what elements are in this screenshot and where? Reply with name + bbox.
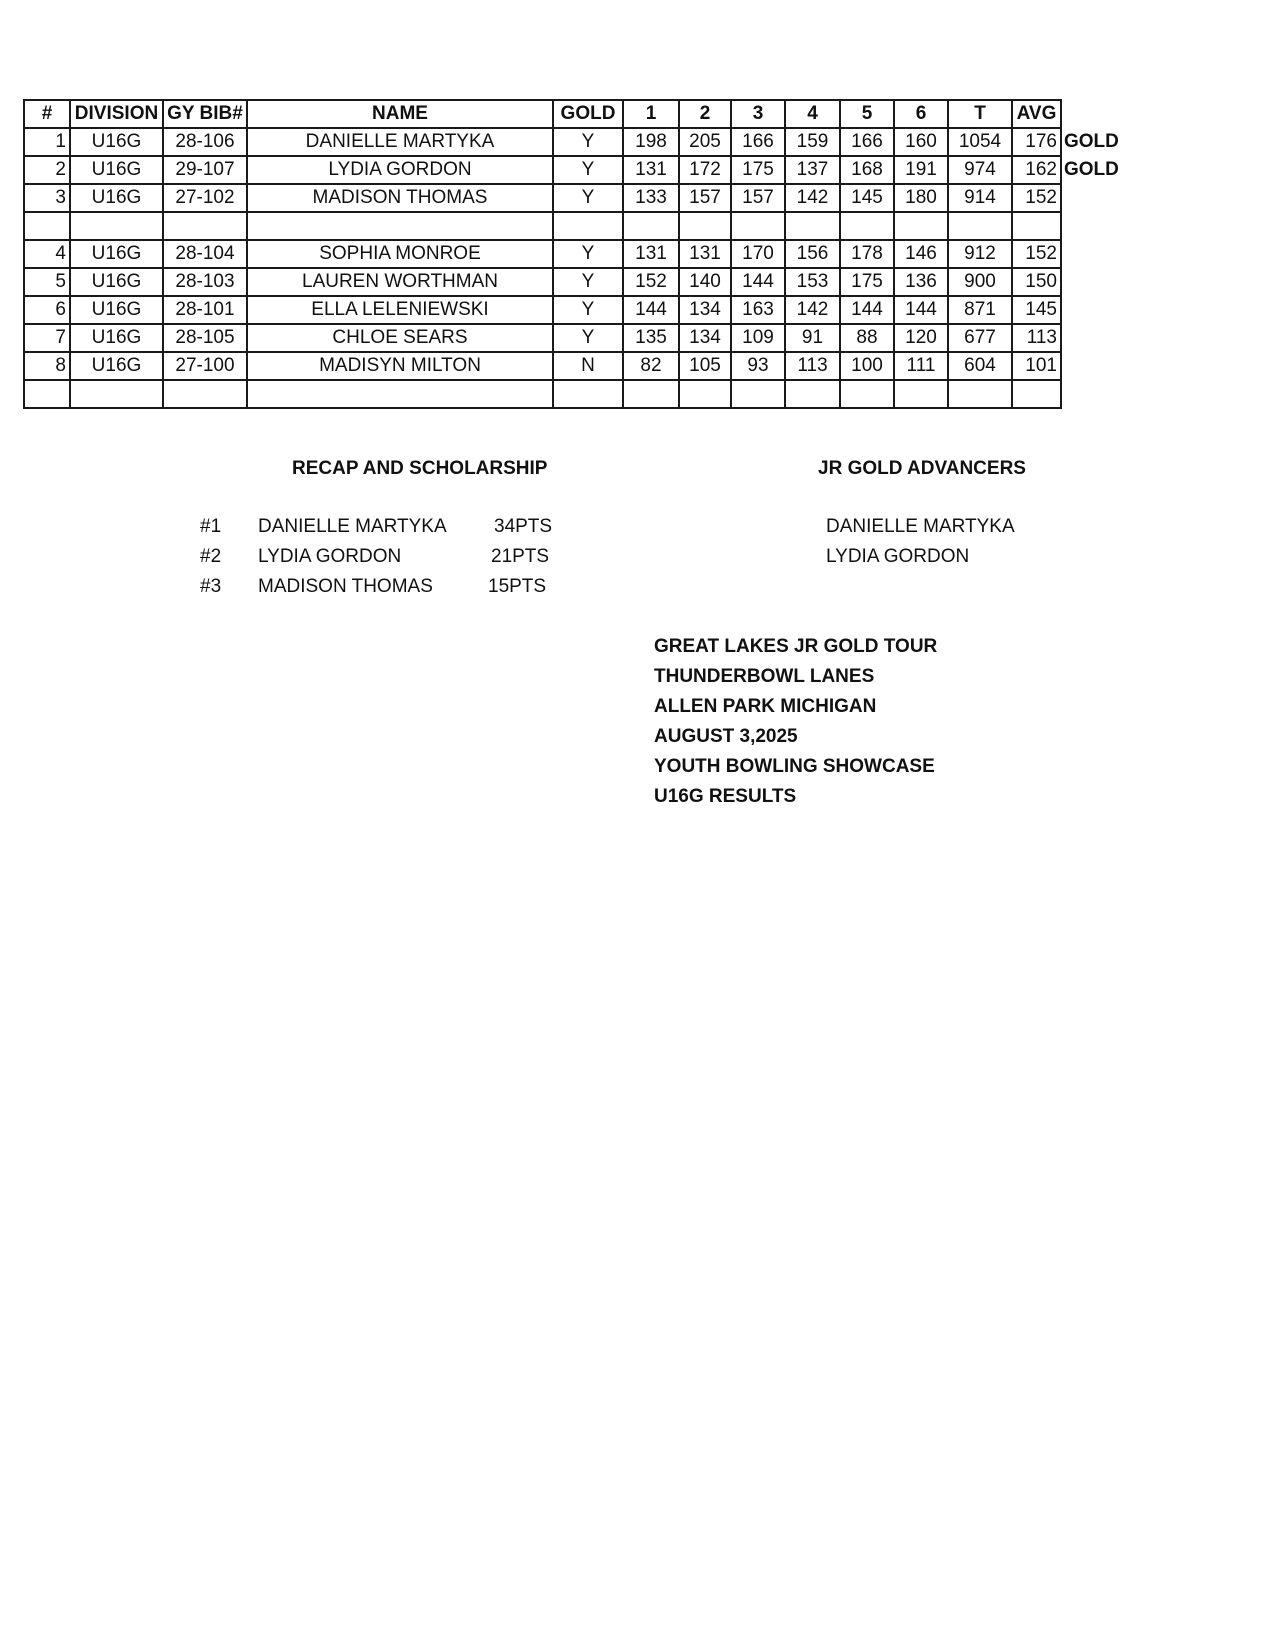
cell-rank-value: 3 <box>55 187 66 208</box>
table-row <box>24 296 1061 324</box>
cell-bib <box>163 184 247 212</box>
empty-cell <box>163 380 247 408</box>
header-division: DIVISION <box>70 100 163 128</box>
cell-game-2-value: 157 <box>689 187 721 208</box>
cell-division-value: U16G <box>91 299 142 320</box>
cell-average <box>1012 240 1061 268</box>
cell-game-4-value: 156 <box>796 243 829 264</box>
recap-name: LYDIA GORDON <box>258 546 402 567</box>
cell-game-5-value: 144 <box>851 299 883 320</box>
recap-rank: #2 <box>200 546 222 567</box>
cell-rank <box>24 128 70 156</box>
cell-bib <box>163 240 247 268</box>
cell-average-value: 101 <box>1025 355 1057 376</box>
cell-game-2-value: 172 <box>689 159 721 180</box>
cell-gold <box>553 128 623 156</box>
empty-cell <box>840 380 894 408</box>
cell-game-5-value: 88 <box>856 327 878 348</box>
cell-name-value: CHLOE SEARS <box>332 327 468 348</box>
advancers-heading: JR GOLD ADVANCERS <box>818 458 1026 479</box>
cell-game-5 <box>840 324 894 352</box>
cell-game-4 <box>785 156 840 184</box>
recap-heading: RECAP AND SCHOLARSHIP <box>292 458 548 479</box>
header-gold: GOLD <box>553 100 623 128</box>
table-row <box>24 268 1061 296</box>
cell-average <box>1012 156 1119 184</box>
cell-rank <box>24 268 70 296</box>
cell-game-2-value: 140 <box>689 271 721 292</box>
empty-cell <box>731 380 785 408</box>
cell-name <box>247 156 553 184</box>
cell-total <box>948 324 1012 352</box>
empty-cell <box>1012 212 1061 240</box>
advancer-name: DANIELLE MARTYKA <box>826 516 1015 537</box>
cell-game-4 <box>785 240 840 268</box>
cell-gold <box>553 324 623 352</box>
cell-bib <box>163 352 247 380</box>
cell-game-2-value: 131 <box>689 243 721 264</box>
cell-game-3-value: 93 <box>747 355 769 376</box>
recap-name: DANIELLE MARTYKA <box>258 516 447 537</box>
empty-cell <box>553 212 623 240</box>
cell-division <box>70 352 163 380</box>
cell-game-6-value: 146 <box>905 243 937 264</box>
cell-game-3-value: 175 <box>742 159 774 180</box>
cell-game-2 <box>679 184 731 212</box>
cell-bib-value: 27-100 <box>175 355 235 376</box>
cell-bib-value: 28-103 <box>175 271 235 292</box>
table-row <box>24 240 1061 268</box>
cell-gold <box>553 296 623 324</box>
cell-game-4 <box>785 184 840 212</box>
cell-game-4 <box>785 268 840 296</box>
cell-rank <box>24 324 70 352</box>
cell-bib <box>163 324 247 352</box>
cell-game-4-value: 91 <box>801 327 824 348</box>
cell-rank <box>24 156 70 184</box>
cell-game-1 <box>623 352 679 380</box>
cell-game-5-value: 168 <box>851 159 883 180</box>
cell-rank-value: 5 <box>55 271 66 292</box>
cell-gold-value: Y <box>581 243 595 264</box>
header-game-2: 2 <box>679 100 731 128</box>
cell-rank-value: 4 <box>55 243 66 264</box>
cell-division-value: U16G <box>91 243 142 264</box>
cell-division-value: U16G <box>91 355 142 376</box>
empty-cell <box>163 212 247 240</box>
event-results-label: U16G RESULTS <box>654 786 797 807</box>
cell-name-value: SOPHIA MONROE <box>319 243 481 264</box>
cell-game-1-value: 152 <box>635 271 667 292</box>
cell-game-6-value: 160 <box>905 131 937 152</box>
empty-cell <box>679 212 731 240</box>
cell-total <box>948 156 1012 184</box>
empty-cell <box>731 212 785 240</box>
cell-gold <box>553 240 623 268</box>
header-game-3: 3 <box>731 100 785 128</box>
cell-game-1-value: 135 <box>635 327 667 348</box>
cell-game-4-value: 113 <box>797 355 828 376</box>
cell-gold <box>553 156 623 184</box>
header-game-5: 5 <box>840 100 894 128</box>
empty-cell <box>553 380 623 408</box>
cell-game-6-value: 111 <box>906 355 936 376</box>
cell-name <box>247 184 553 212</box>
cell-name <box>247 128 553 156</box>
cell-game-3-value: 157 <box>742 187 774 208</box>
cell-total <box>948 268 1012 296</box>
cell-division-value: U16G <box>91 327 142 348</box>
cell-average-value: 152 <box>1025 187 1057 208</box>
cell-game-5-value: 175 <box>851 271 883 292</box>
header-rank: # <box>24 100 70 128</box>
empty-cell <box>948 212 1012 240</box>
cell-average-value: 145 <box>1025 299 1057 320</box>
cell-rank <box>24 240 70 268</box>
cell-game-6 <box>894 324 948 352</box>
recap-points: 15PTS <box>488 576 547 597</box>
cell-game-1 <box>623 268 679 296</box>
cell-game-6 <box>894 352 948 380</box>
cell-total-value: 677 <box>964 327 996 348</box>
cell-name-value: LYDIA GORDON <box>328 159 472 180</box>
cell-total <box>948 296 1012 324</box>
empty-cell <box>894 380 948 408</box>
header-name: NAME <box>247 100 553 128</box>
cell-name <box>247 268 553 296</box>
cell-average-value: 176 <box>1025 131 1057 152</box>
cell-total <box>948 184 1012 212</box>
cell-name <box>247 324 553 352</box>
cell-average <box>1012 352 1061 380</box>
empty-cell <box>840 212 894 240</box>
cell-game-6 <box>894 240 948 268</box>
cell-game-6 <box>894 128 948 156</box>
cell-game-6 <box>894 156 948 184</box>
empty-cell <box>70 380 163 408</box>
cell-game-1 <box>623 296 679 324</box>
recap-rank: #1 <box>200 516 222 537</box>
cell-average-value: 152 <box>1025 243 1057 264</box>
cell-total-value: 912 <box>964 243 996 264</box>
cell-total-value: 974 <box>964 159 996 180</box>
cell-game-3-value: 170 <box>742 243 774 264</box>
cell-bib-value: 27-102 <box>175 187 235 208</box>
cell-average <box>1012 296 1061 324</box>
cell-game-3-value: 144 <box>742 271 774 292</box>
advancer-name: LYDIA GORDON <box>826 546 970 567</box>
cell-division-value: U16G <box>91 187 142 208</box>
cell-bib <box>163 128 247 156</box>
table-row <box>24 324 1061 352</box>
cell-gold-value: Y <box>581 187 595 208</box>
cell-game-4 <box>785 128 840 156</box>
recap-points: 34PTS <box>494 516 553 537</box>
cell-total <box>948 352 1012 380</box>
cell-game-3-value: 166 <box>742 131 774 152</box>
cell-average-value: 113 <box>1026 327 1057 348</box>
cell-division-value: U16G <box>91 271 142 292</box>
cell-game-1 <box>623 184 679 212</box>
cell-name-value: MADISYN MILTON <box>319 355 481 376</box>
header-bib: GY BIB# <box>163 100 247 128</box>
event-tour-name: GREAT LAKES JR GOLD TOUR <box>654 636 938 657</box>
cell-name-value: LAUREN WORTHMAN <box>302 271 498 292</box>
cell-game-3 <box>731 296 785 324</box>
empty-cell <box>1012 380 1061 408</box>
cell-name-value: MADISON THOMAS <box>312 187 488 208</box>
empty-cell <box>247 212 553 240</box>
cell-bib <box>163 268 247 296</box>
cell-bib-value: 29-107 <box>175 159 235 180</box>
cell-game-4 <box>785 352 840 380</box>
cell-rank-value: 7 <box>55 327 66 348</box>
cell-game-6 <box>894 268 948 296</box>
table-row <box>24 184 1061 212</box>
cell-game-2 <box>679 128 731 156</box>
cell-game-3 <box>731 156 785 184</box>
recap-name: MADISON THOMAS <box>258 576 433 597</box>
cell-name <box>247 240 553 268</box>
cell-average <box>1012 324 1061 352</box>
cell-gold-value: N <box>581 355 595 376</box>
table-row <box>24 128 1061 156</box>
cell-game-2-value: 205 <box>689 131 721 152</box>
header-average: AVG <box>1012 100 1061 128</box>
cell-rank-value: 6 <box>55 299 66 320</box>
empty-cell <box>247 380 553 408</box>
cell-game-6-value: 180 <box>905 187 937 208</box>
empty-cell <box>24 212 70 240</box>
cell-game-4-value: 159 <box>796 131 829 152</box>
cell-total-value: 1054 <box>958 131 1002 152</box>
cell-game-4 <box>785 324 840 352</box>
cell-gold-value: Y <box>581 299 595 320</box>
event-date: AUGUST 3,2025 <box>654 726 798 747</box>
cell-division-value: U16G <box>91 159 142 180</box>
cell-name-value: DANIELLE MARTYKA <box>305 131 495 152</box>
header-total: T <box>948 100 1012 128</box>
cell-game-3-value: 163 <box>742 299 774 320</box>
cell-game-6-value: 191 <box>905 159 937 180</box>
table-row <box>24 156 1061 184</box>
cell-game-1 <box>623 240 679 268</box>
cell-game-3 <box>731 324 785 352</box>
cell-game-1 <box>623 324 679 352</box>
cell-game-5-value: 145 <box>851 187 883 208</box>
cell-rank <box>24 184 70 212</box>
cell-game-5-value: 178 <box>851 243 883 264</box>
empty-cell <box>785 380 840 408</box>
gold-qualifier-tag: GOLD <box>1064 131 1119 152</box>
cell-bib-value: 28-104 <box>175 243 235 264</box>
cell-name-value: ELLA LELENIEWSKI <box>311 299 489 320</box>
cell-gold <box>553 184 623 212</box>
cell-bib-value: 28-101 <box>175 299 235 320</box>
header-game-1: 1 <box>623 100 679 128</box>
empty-cell <box>70 212 163 240</box>
cell-gold-value: Y <box>581 159 595 180</box>
event-venue: THUNDERBOWL LANES <box>654 666 875 687</box>
cell-game-4-value: 153 <box>796 271 829 292</box>
empty-cell <box>24 380 70 408</box>
gold-qualifier-tag: GOLD <box>1064 159 1119 180</box>
cell-game-2-value: 134 <box>689 327 721 348</box>
cell-gold <box>553 268 623 296</box>
cell-average <box>1012 268 1061 296</box>
cell-game-4-value: 137 <box>796 159 829 180</box>
cell-total-value: 914 <box>964 187 996 208</box>
cell-game-3 <box>731 184 785 212</box>
cell-game-5-value: 166 <box>851 131 883 152</box>
cell-game-3 <box>731 352 785 380</box>
cell-division <box>70 156 163 184</box>
cell-game-1-value: 131 <box>635 159 667 180</box>
cell-game-3 <box>731 268 785 296</box>
cell-game-6-value: 144 <box>905 299 937 320</box>
cell-game-3 <box>731 128 785 156</box>
cell-game-2 <box>679 352 731 380</box>
cell-game-4 <box>785 296 840 324</box>
cell-gold-value: Y <box>581 327 595 348</box>
cell-rank-value: 2 <box>55 159 66 180</box>
empty-cell <box>785 212 840 240</box>
blank-row <box>24 212 1061 240</box>
empty-cell <box>623 380 679 408</box>
cell-game-4-value: 142 <box>796 299 829 320</box>
blank-row <box>24 380 1061 408</box>
cell-bib <box>163 156 247 184</box>
cell-game-1-value: 198 <box>635 131 667 152</box>
cell-average-value: 162 <box>1025 159 1057 180</box>
recap-points: 21PTS <box>491 546 550 567</box>
empty-cell <box>948 380 1012 408</box>
cell-division <box>70 128 163 156</box>
cell-game-6-value: 120 <box>905 327 937 348</box>
cell-game-2 <box>679 296 731 324</box>
header-game-4: 4 <box>785 100 840 128</box>
cell-game-1-value: 131 <box>635 243 667 264</box>
cell-gold-value: Y <box>581 271 595 292</box>
cell-game-1-value: 133 <box>635 187 667 208</box>
cell-name <box>247 296 553 324</box>
cell-game-1-value: 82 <box>640 355 662 376</box>
table-row <box>24 352 1061 380</box>
cell-game-2 <box>679 156 731 184</box>
event-title: YOUTH BOWLING SHOWCASE <box>654 756 935 777</box>
cell-total-value: 871 <box>964 299 996 320</box>
cell-game-4-value: 142 <box>796 187 829 208</box>
cell-game-5 <box>840 240 894 268</box>
cell-total <box>948 240 1012 268</box>
cell-name <box>247 352 553 380</box>
cell-game-5 <box>840 268 894 296</box>
results-table <box>23 99 1119 409</box>
cell-game-2 <box>679 240 731 268</box>
cell-rank-value: 1 <box>55 131 66 152</box>
cell-game-1 <box>623 128 679 156</box>
empty-cell <box>623 212 679 240</box>
cell-total-value: 604 <box>964 355 996 376</box>
recap-rank: #3 <box>200 576 222 597</box>
cell-division-value: U16G <box>91 131 142 152</box>
cell-game-5 <box>840 296 894 324</box>
cell-rank <box>24 352 70 380</box>
cell-game-5 <box>840 352 894 380</box>
cell-average-value: 150 <box>1025 271 1057 292</box>
cell-total <box>948 128 1012 156</box>
cell-game-2 <box>679 268 731 296</box>
cell-game-3-value: 109 <box>742 327 774 348</box>
cell-game-6 <box>894 296 948 324</box>
cell-game-2 <box>679 324 731 352</box>
cell-total-value: 900 <box>964 271 996 292</box>
empty-cell <box>679 380 731 408</box>
cell-average <box>1012 184 1061 212</box>
cell-game-1-value: 144 <box>635 299 667 320</box>
empty-cell <box>894 212 948 240</box>
cell-game-5 <box>840 184 894 212</box>
cell-division <box>70 268 163 296</box>
cell-game-2-value: 134 <box>689 299 721 320</box>
cell-game-1 <box>623 156 679 184</box>
cell-rank <box>24 296 70 324</box>
cell-game-5 <box>840 128 894 156</box>
cell-game-6-value: 136 <box>905 271 937 292</box>
cell-game-5 <box>840 156 894 184</box>
cell-game-6 <box>894 184 948 212</box>
cell-gold-value: Y <box>581 131 595 152</box>
cell-game-3 <box>731 240 785 268</box>
cell-rank-value: 8 <box>55 355 66 376</box>
cell-bib <box>163 296 247 324</box>
cell-division <box>70 184 163 212</box>
cell-bib-value: 28-106 <box>175 131 235 152</box>
cell-average <box>1012 128 1119 156</box>
header-game-6: 6 <box>894 100 948 128</box>
cell-bib-value: 28-105 <box>175 327 235 348</box>
cell-gold <box>553 352 623 380</box>
cell-division <box>70 324 163 352</box>
event-location: ALLEN PARK MICHIGAN <box>654 696 877 717</box>
cell-division <box>70 296 163 324</box>
cell-game-5-value: 100 <box>851 355 883 376</box>
table-header-row <box>24 100 1061 128</box>
cell-division <box>70 240 163 268</box>
cell-game-2-value: 105 <box>689 355 721 376</box>
